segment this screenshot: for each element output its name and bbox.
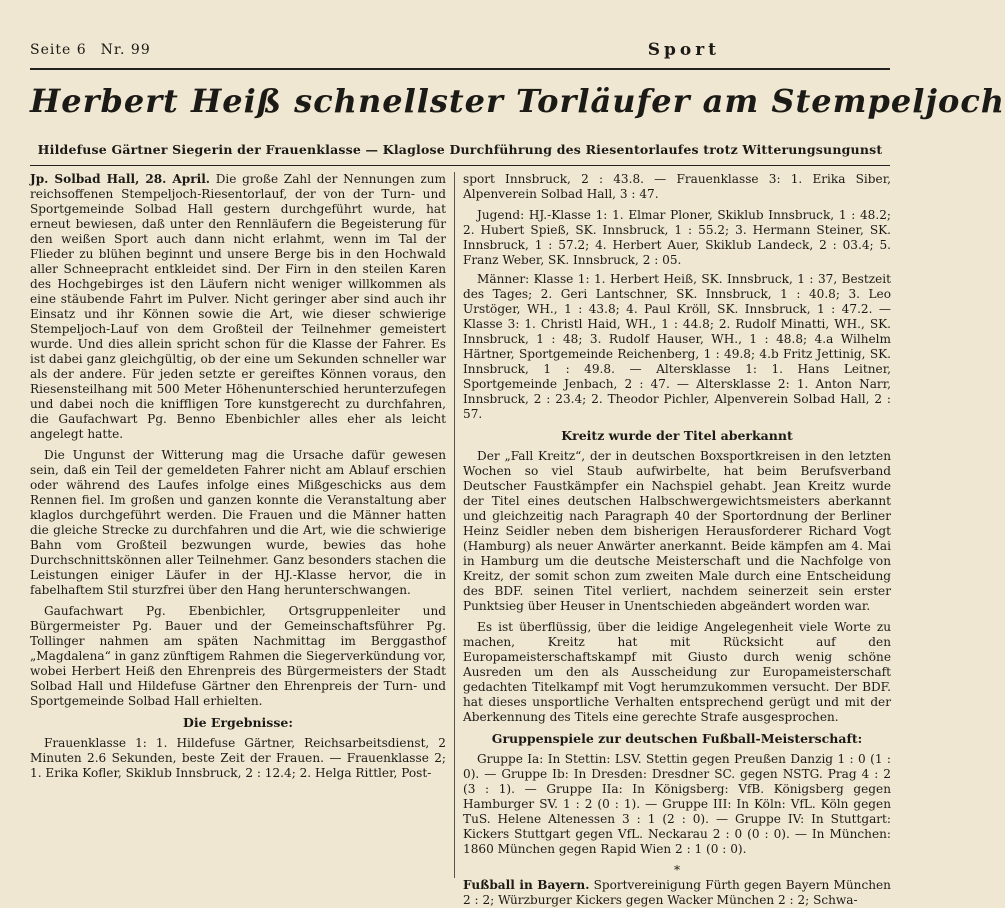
paragraph: Gaufachwart Pg. Ebenbichler, Ortsgruppenleiter und Bürgermeister Pg. Bauer und der Gemeinschaftsführer Pg. Tollinger nahmen am späten Nachmittag im Berggasthof „Magdalena“ in ganz zünftigem Rahmen die Siegerverkündung vor, wobei Herbert Heiß den Ehrenpreis des Bürgermeisters der Stadt Solbad Hall und Hildefuse Gärtner den Ehrenpreis der Turn- und Sportgemeinde Solbad Hall erhielten. bbox=[30, 604, 446, 708]
issue-number: Nr. 99 bbox=[100, 42, 151, 58]
football-heading: Gruppenspiele zur deutschen Fußball-Meisterschaft: bbox=[491, 731, 863, 746]
page-number bbox=[30, 42, 165, 58]
bayern-lead: Fußball in Bayern. bbox=[463, 878, 590, 892]
paragraph: Die Ungunst der Witterung mag die Ursache dafür gewesen sein, daß ein Teil der gemeldeten Fahrer nicht am Ablauf erschien oder während des Laufes infolge eines Mißgeschicks aus dem Rennen fiel. Im großen und ganzen konnte die Veranstaltung aber klaglos durchgeführt werden. Die Frauen und die Männer hatten die gleiche Strecke zu durchfahren und die Art, wie die schwierige Bahn vom Großteil bezwungen wurde, bewies das hohe Durchschnittskönnen aller Teilnehmer. Ganz besonders stachen die Leistungen einiger Läufer in der HJ.-Klasse hervor, die in fabelhaftem Stil sturzfrei über den Hang herunterschwangen. bbox=[30, 448, 446, 597]
paragraph: Es ist überflüssig, über die leidige Angelegenheit viele Worte zu machen, Kreitz hat mit Rücksicht auf den Europameisterschaftskampf mit Giusto durch wenig schöne Ausreden um den als Ausscheidung zur Europameisterschaft gedachten Titelkampf mit Vogt herumzukommen versucht. Der BDF. hat dieses unsportliche Verhalten entsprechend gerügt und mit der Aberkennung des Titels eine gerechte Strafe ausgesprochen. bbox=[463, 620, 891, 724]
results-heading: Die Ergebnisse: bbox=[183, 715, 293, 730]
paragraph bbox=[30, 172, 446, 442]
page-label: Seite 6 bbox=[30, 42, 87, 58]
results-continued: sport Innsbruck, 2 : 43.8. — Frauenklasse 3: 1. Erika Siber, Alpenverein Solbad Hall, 3 : 47. bbox=[463, 172, 891, 201]
paragraph-text: Die große Zahl der Nennungen zum reichsoffenen Stempeljoch-Riesentorlauf, der von der Turn- und Sportgemeinde Solbad Hall gestern durchgeführt wurde, hat erneut bewiesen, daß unter den Rennläufern die Begeisterung für den weißen Sport auch dann nicht erlahmt, wenn im Tal der Flieder zu blühen beginnt und unsere Berge bis in den Hochwald aller Schneepracht entkleidet sind. Der Firn in den steilen Karen des Hochgebirges ist den Läufern nicht weniger willkommen als eine stäubende Fahrt im Pulver. Nicht geringer aber sind auch ihr Einsatz und ihr Können sowie die Art, wie dieser schwierige Stempeljoch-Lauf von dem Großteil der Teilnehmer gemeistert wurde. Und dies allein spricht schon für die Klasse der Fahrer. Es ist dabei ganz gleichgültig, ob der eine um Sekunden schneller war als der andere. Für jeden setzte er gereiftes Können voraus, den Riesensteilhang mit 500 Meter Höhenunterschied herunterzufegen und dabei noch die kniffligen Tore kunstgerecht zu durchfahren, die Gaufachwart Pg. Benno Ebenbichler alles eher als leicht angelegt hatte. bbox=[30, 172, 446, 441]
left-column bbox=[30, 172, 446, 878]
football-results: Gruppe Ia: In Stettin: LSV. Stettin gegen Preußen Danzig 1 : 0 (1 : 0). — Gruppe Ib: In Dresden: Dresdner SC. gegen NSTG. Prag 4 : 2 (3 : 1). — Gruppe IIa: In Königsberg: VfB. Königsberg gegen Hamburger SV. 1 : 2 (0 : 1). — Gruppe III: In Köln: VfL. Köln gegen TuS. Helene Altenessen 3 : 1 (2 : 0). — Gruppe IV: In Stuttgart: Kickers Stuttgart gegen VfL. Neckarau 2 : 0 (0 : 0). — In München: 1860 München gegen Rapid Wien 2 : 1 (0 : 0). bbox=[463, 752, 891, 856]
subhead-rule bbox=[30, 165, 890, 166]
column-divider bbox=[454, 172, 455, 878]
results-youth: Jugend: HJ.-Klasse 1: 1. Elmar Ploner, Skiklub Innsbruck, 1 : 48.2; 2. Hubert Spieß, SK. Innsbruck, 1 : 55.2; 3. Hermann Steiner, SK. Innsbruck, 1 : 57.2; 4. Herbert Auer, Skiklub Landeck, 2 : 03.4; 5. Franz Weber, SK. Innsbruck, 2 : 05. bbox=[463, 208, 891, 267]
dateline: Jp. Solbad Hall, 28. April. bbox=[30, 172, 211, 186]
paragraph: Der „Fall Kreitz“, der in deutschen Boxsportkreisen in den letzten Wochen so viel Staub aufwirbelte, hat beim Berufsverband Deutscher Faustkämpfer ein Nachspiel gehabt. Jean Kreitz wurde der Titel eines deutschen Halbschwergewichtsmeisters aberkannt und gleichzeitig nach Paragraph 40 der Sportordnung der Berliner Heinz Seidler neben dem bisherigen Herausforderer Richard Vogt (Hamburg) als neuer Anwärter anerkannt. Beide kämpfen am 4. Mai in Hamburg um die deutsche Meisterschaft und die Nachfolge von Kreitz, der somit schon zum zweiten Male durch eine Entscheidung des BDF. seinen Titel verliert, nachdem seinerzeit sein erster Punktsieg über Heuser in Unentschieden abgeändert worden war. bbox=[463, 449, 891, 613]
bayern-text: Sportvereinigung Fürth gegen Bayern München 2 : 2; Würzburger Kickers gegen Wacker München 2 : 2; Schwa- bbox=[463, 878, 891, 907]
top-rule bbox=[30, 68, 890, 70]
subheadline: Hildefuse Gärtner Siegerin der Frauenklasse — Klaglose Durchführung des Riesentorlaufes trotz Witterungsungunst bbox=[37, 142, 883, 157]
paragraph bbox=[463, 878, 891, 908]
kreitz-heading: Kreitz wurde der Titel aberkannt bbox=[561, 428, 793, 443]
headline: Herbert Heiß schnellster Torläufer am Stempeljoch bbox=[30, 82, 1005, 120]
results-men: Männer: Klasse 1: 1. Herbert Heiß, SK. Innsbruck, 1 : 37, Bestzeit des Tages; 2. Geri Lantschner, SK. Innsbruck, 1 : 40.8; 3. Leo Urstöger, WH., 1 : 43.8; 4. Paul Kröll, SK. Innsbruck, 1 : 47.2. — Klasse 3: 1. Christl Haid, WH., 1 : 44.8; 2. Rudolf Minatti, WH., SK. Innsbruck, 1 : 48; 3. Rudolf Hauser, WH., 1 : 48.8; 4.a Wilhelm Härtner, Sportgemeinde Reichenberg, 1 : 49.8; 4.b Fritz Jettinig, SK. Innsbruck, 1 : 49.8. — Altersklasse 1: 1. Hans Leitner, Sportgemeinde Jenbach, 2 : 47. — Altersklasse 2: 1. Anton Narr, Innsbruck, 2 : 23.4; 2. Theodor Pichler, Alpenverein Solbad Hall, 2 : 57. bbox=[463, 272, 891, 421]
running-head bbox=[30, 40, 880, 62]
section-title: Sport bbox=[647, 40, 720, 60]
results-women: Frauenklasse 1: 1. Hildefuse Gärtner, Reichsarbeitsdienst, 2 Minuten 2.6 Sekunden, beste Zeit der Frauen. — Frauenklasse 2; 1. Erika Kofler, Skiklub Innsbruck, 2 : 12.4; 2. Helga Rittler, Post- bbox=[30, 736, 446, 780]
separator-star: * bbox=[673, 863, 681, 877]
right-column bbox=[463, 172, 891, 907]
